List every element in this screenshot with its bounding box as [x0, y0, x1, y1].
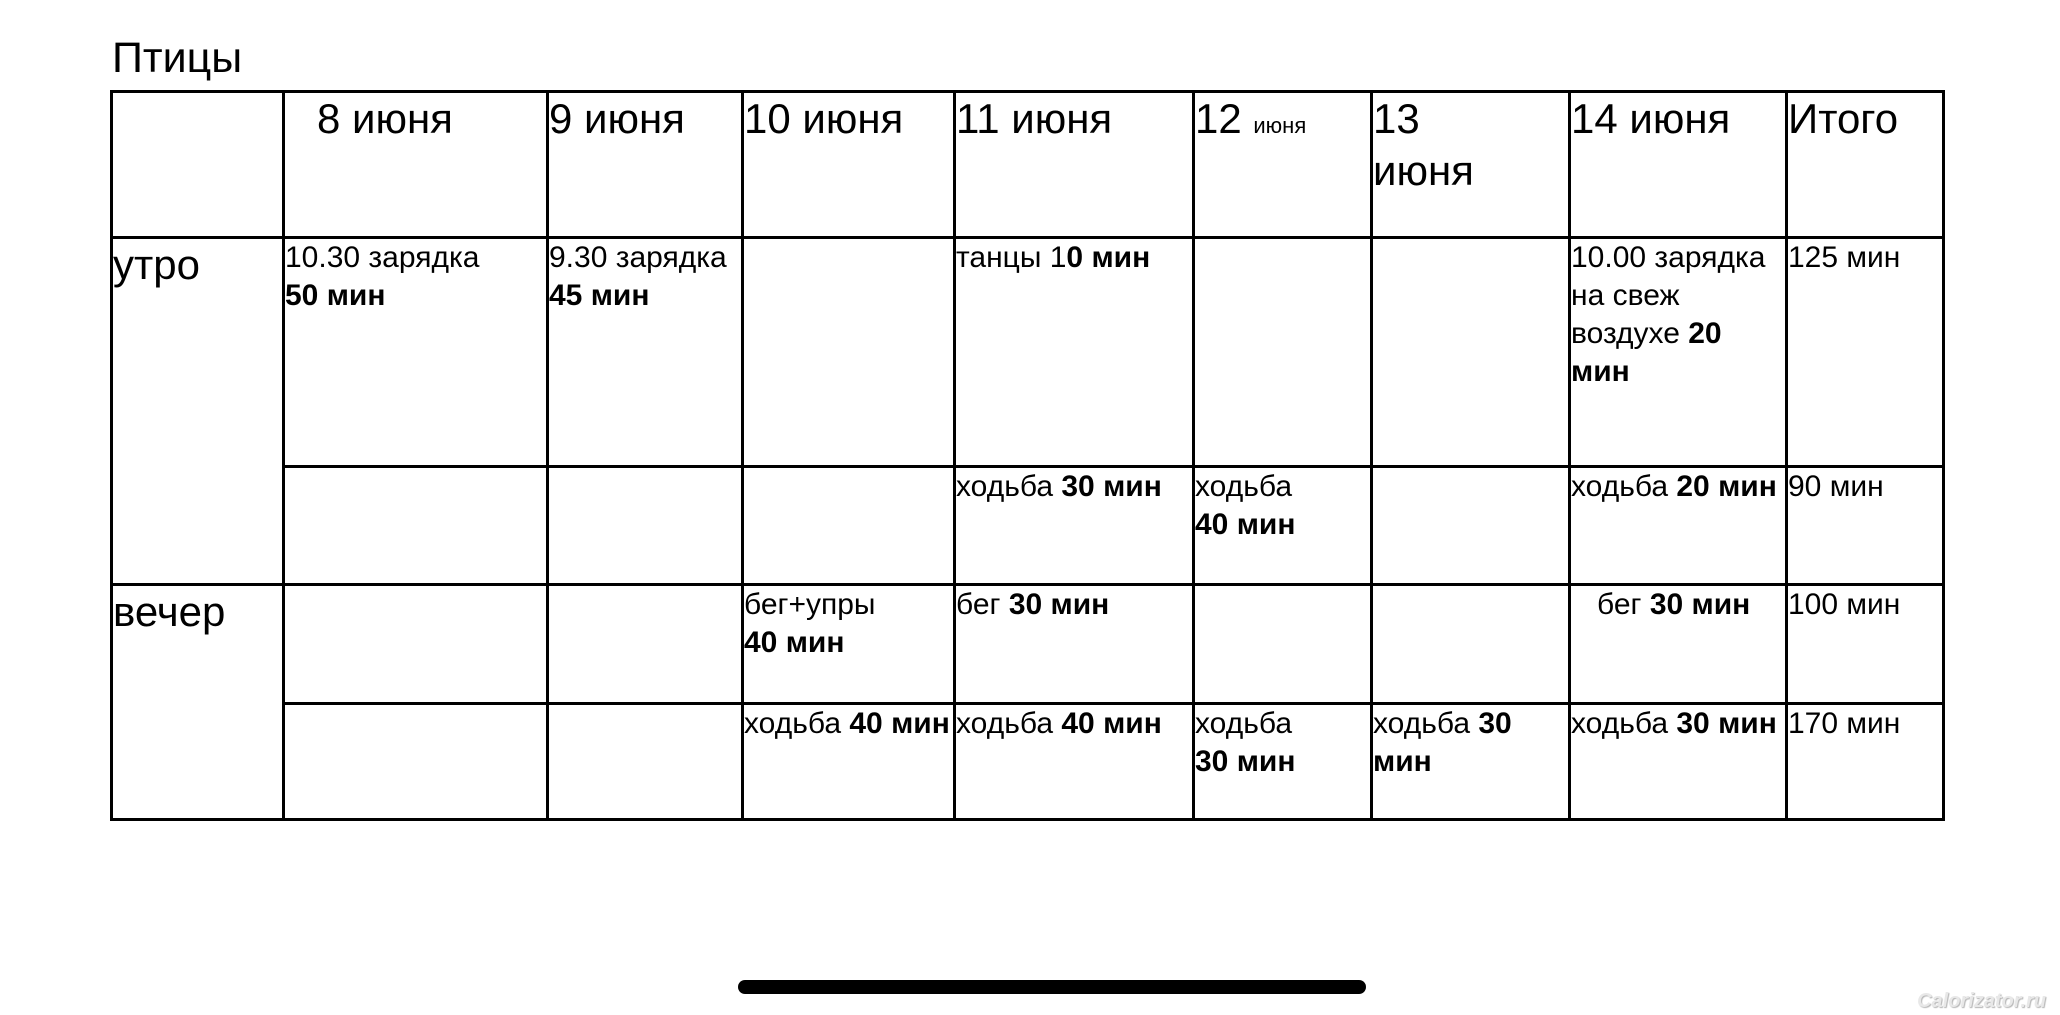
header-month: июня: [352, 95, 453, 142]
period-label-evening: вечер: [112, 585, 284, 820]
period-label-morning: утро: [112, 238, 284, 585]
activity-cell: [1372, 467, 1570, 585]
activity-text: бег: [1597, 588, 1642, 621]
activity-cell: [1570, 238, 1787, 467]
total-cell: 125 мин: [1787, 238, 1944, 467]
activity-cell: [1372, 238, 1570, 467]
header-day: 10: [744, 95, 791, 142]
header-date-7: [1570, 92, 1787, 238]
header-total: Итого: [1787, 92, 1944, 238]
header-date-2: [548, 92, 743, 238]
activity-text: ходьба: [744, 707, 842, 740]
activity-duration: 30 мин: [1373, 707, 1512, 778]
activity-duration: 30 мин: [1676, 707, 1777, 740]
activity-cell: [1570, 467, 1787, 585]
activity-duration: 40 мин: [1195, 508, 1296, 541]
header-date-6: [1372, 92, 1570, 238]
header-month: июня: [584, 95, 685, 142]
header-date-4: [955, 92, 1194, 238]
activity-cell: [743, 704, 955, 820]
activity-text: 10.00 зарядка на свеж воздухе: [1571, 241, 1766, 350]
activity-duration: 30 мин: [1061, 470, 1162, 503]
activity-duration: 40 мин: [1061, 707, 1162, 740]
page-title: Птицы: [112, 34, 243, 82]
activity-cell: [1194, 238, 1372, 467]
home-indicator-bar[interactable]: [738, 980, 1366, 994]
activity-cell: [955, 467, 1194, 585]
activity-cell: [743, 585, 955, 704]
activity-cell: [1372, 585, 1570, 704]
header-month: июня: [1373, 147, 1474, 194]
activity-duration: 30 мин: [1008, 588, 1110, 621]
activity-text: бег+упры: [744, 588, 876, 621]
header-date-5: [1194, 92, 1372, 238]
activity-cell: [284, 585, 548, 704]
header-day: 9: [549, 95, 573, 142]
activity-text: ходьба: [1373, 707, 1471, 740]
activity-duration: 30 мин: [1195, 745, 1296, 778]
header-date-1: [284, 92, 548, 238]
activity-cell: [1570, 585, 1787, 704]
header-day: 12: [1195, 95, 1242, 142]
activity-cell: [1372, 704, 1570, 820]
watermark: Calorizator.ru: [1917, 990, 2046, 1012]
header-month: июня: [1011, 95, 1113, 142]
activity-cell: [548, 704, 743, 820]
activity-cell: [955, 585, 1194, 704]
header-row: [112, 92, 1944, 238]
activity-text: ходьба: [1571, 470, 1669, 503]
activity-duration: 20 мин: [1571, 317, 1722, 388]
activity-text: 10.30 зарядка: [285, 241, 480, 274]
activity-text: ходьба: [956, 707, 1054, 740]
header-date-3: [743, 92, 955, 238]
activity-cell: [284, 704, 548, 820]
activity-text: ходьба: [1571, 707, 1669, 740]
activity-cell: [1570, 704, 1787, 820]
total-cell: 90 мин: [1787, 467, 1944, 585]
activity-duration: 30 мин: [1649, 588, 1751, 621]
activity-duration: 0 мин: [1066, 241, 1151, 274]
header-day: 13: [1373, 95, 1420, 142]
activity-duration: 40 мин: [744, 626, 845, 659]
total-cell: 170 мин: [1787, 704, 1944, 820]
activity-duration: 45 мин: [549, 279, 650, 312]
activity-text: танцы 1: [956, 241, 1067, 274]
table-row: [112, 467, 1944, 585]
activity-text: 9.30 зарядка: [549, 241, 727, 274]
activity-text: ходьба: [1195, 707, 1293, 740]
activity-text: ходьба: [956, 470, 1054, 503]
activity-table: [110, 90, 1945, 821]
activity-duration: 40 мин: [849, 707, 950, 740]
activity-cell: [548, 467, 743, 585]
activity-cell: [743, 238, 955, 467]
header-day: 8: [317, 95, 341, 142]
activity-cell: [548, 238, 743, 467]
activity-duration: 50 мин: [285, 279, 386, 312]
activity-cell: [1194, 704, 1372, 820]
header-month: июня: [1629, 95, 1731, 142]
total-cell: 100 мин: [1787, 585, 1944, 704]
activity-cell: [1194, 467, 1372, 585]
activity-cell: [955, 704, 1194, 820]
activity-cell: [955, 238, 1194, 467]
activity-cell: [743, 467, 955, 585]
header-month-small: июня: [1253, 113, 1307, 138]
table-row: [112, 704, 1944, 820]
activity-cell: [548, 585, 743, 704]
activity-cell: [284, 467, 548, 585]
table-row: [112, 585, 1944, 704]
header-day: 11: [956, 95, 1000, 142]
activity-text: ходьба: [1195, 470, 1293, 503]
table-row: [112, 238, 1944, 467]
corner-cell: [112, 92, 284, 238]
activity-cell: [1194, 585, 1372, 704]
header-month: июня: [802, 95, 904, 142]
activity-text: бег: [956, 588, 1001, 621]
header-day: 14: [1571, 95, 1618, 142]
activity-duration: 20 мин: [1676, 470, 1777, 503]
activity-cell: [284, 238, 548, 467]
